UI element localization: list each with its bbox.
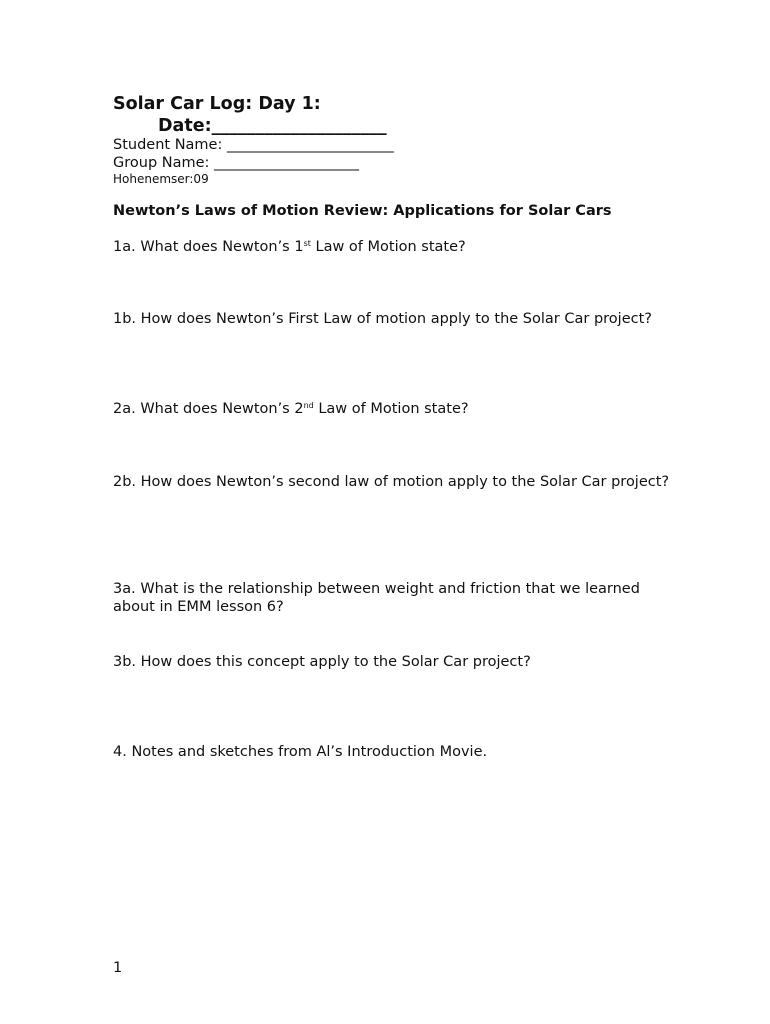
question-1a-ordinal: st — [303, 239, 311, 248]
author-code: Hohenemser:09 — [113, 172, 209, 186]
page-number: 1 — [113, 960, 123, 976]
log-title: Solar Car Log: Day 1: — [113, 94, 321, 114]
question-2a-text: 2a. What does Newton’s 2 — [113, 401, 304, 417]
date-field: Date:____________________ — [158, 116, 387, 136]
group-name-field: Group Name: ____________________ — [113, 155, 360, 171]
question-3a: 3a. What is the relationship between weight and friction that we learned about in EMM lesson 6? — [113, 581, 640, 615]
question-1a — [113, 238, 673, 256]
question-2a-ordinal: nd — [303, 401, 314, 410]
question-4: 4. Notes and sketches from Al’s Introduction Movie. — [113, 744, 488, 760]
question-3b: 3b. How does this concept apply to the Solar Car project? — [113, 654, 531, 670]
question-2a — [113, 400, 673, 418]
question-2b: 2b. How does Newton’s second law of motion apply to the Solar Car project? — [113, 474, 670, 490]
question-1a-text-end: Law of Motion state? — [310, 239, 466, 255]
question-1a-text: 1a. What does Newton’s 1 — [113, 239, 304, 255]
question-1b: 1b. How does Newton’s First Law of motion apply to the Solar Car project? — [113, 311, 652, 327]
question-2a-text-end: Law of Motion state? — [313, 401, 469, 417]
section-heading: Newton’s Laws of Motion Review: Applications for Solar Cars — [113, 203, 612, 219]
student-name-field: Student Name: _______________________ — [113, 137, 394, 153]
